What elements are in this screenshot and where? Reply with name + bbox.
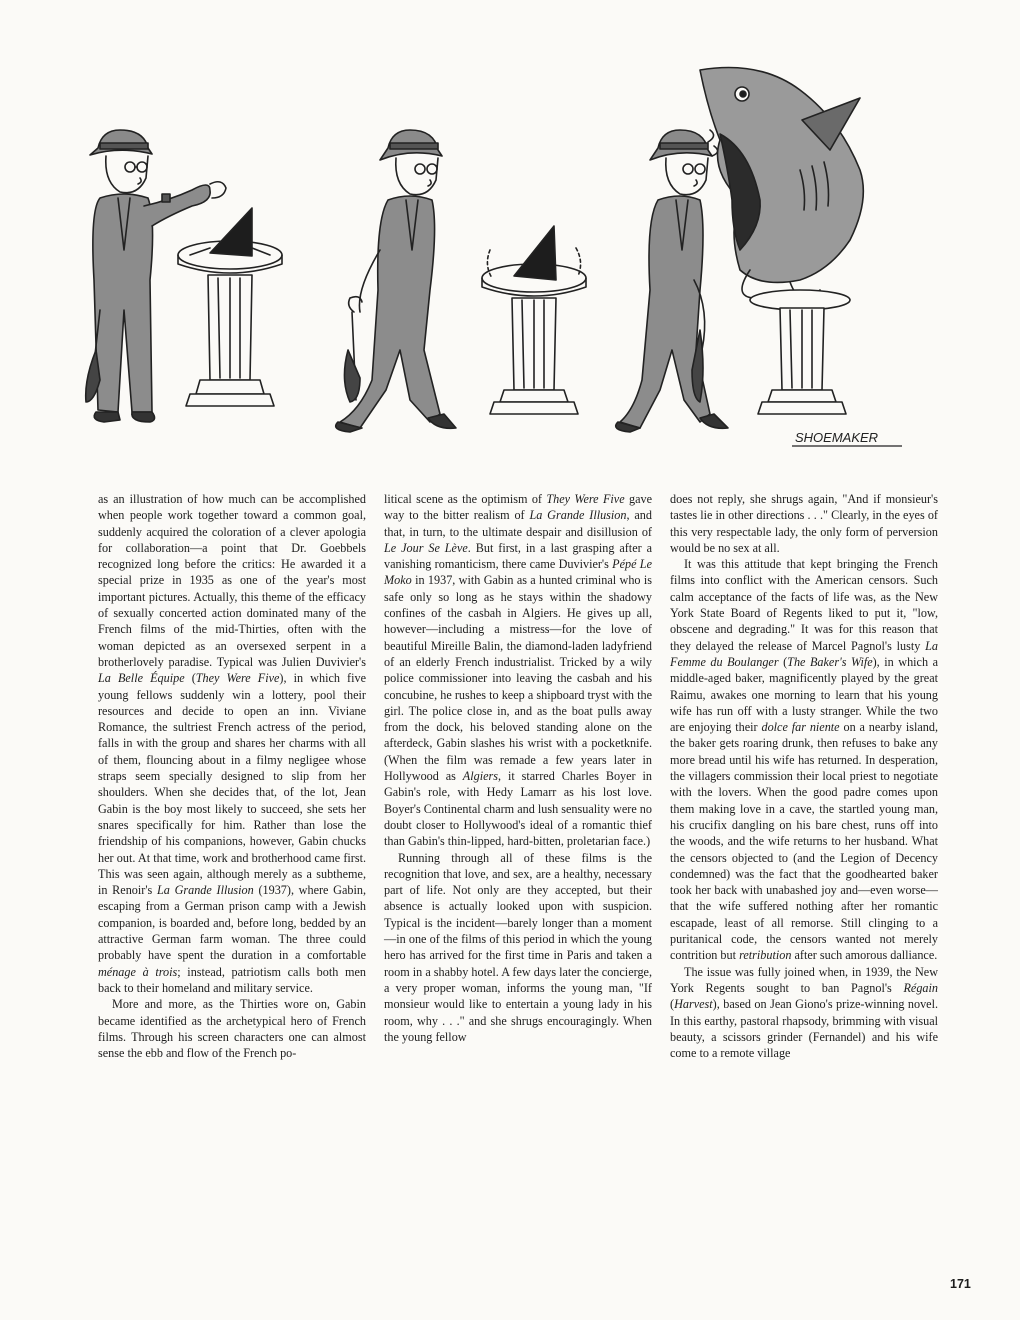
article-body xyxy=(98,491,938,1291)
italic-text: retribution xyxy=(739,948,792,963)
italic-text: La Grande Illusion xyxy=(157,883,254,898)
page-number: 171 xyxy=(950,1277,971,1291)
text-run: after such amorous dalliance. xyxy=(791,948,938,963)
text-run: in 1937, with Gabin as a hunted criminal who is safe only so long as he stays within the shadowy confines of the casbah in Algiers. He gives up all, however—including a mistress—for the love of beautiful Mireille Balin, the diamond-laden ladyfriend of an elderly French industrialist. Tricked by a wily police commissioner into leaving the casbah and his concubine, he rushes to keep a shipboard tryst with the girl. The police close in, and as the boat pulls away from the dock, his beloved standing alone on the afterdeck, Gabin slashes his wrist with a pocketknife. (When the film was remade a few years later in Hollywood as xyxy=(384,573,652,784)
italic-text: Régain xyxy=(903,980,938,995)
text-run: does not reply, she shrugs again, "And if monsieur's tastes lie in other directions . . ." Clearly, in the eyes of this very respectable lady, the only form of perversion would be no sex at all. xyxy=(670,492,938,555)
paragraph xyxy=(670,556,938,963)
text-run: The issue was fully joined when, in 1939, the New York Regents sought to ban Pagnol's xyxy=(670,964,938,995)
italic-text: La Femme du Boulanger xyxy=(670,638,938,669)
text-run: , it starred Charles Boyer in Gabin's role, with Hedy Lamarr as his lost love. Boyer's Continental charm and lush sensuality were no doubt closer to Hollywood's ideal of a romantic thief than Gabin's thin-lipped, hard-bitten, proletarian face.) xyxy=(384,769,652,849)
cartoon-drawing xyxy=(60,50,960,470)
text-run: ), in which five young fellows suddenly win a lottery, pool their resources and decide to open an inn. Viviane Romance, the sultriest French actress of the period, falls in with the group and shares her charms with all of them, flouncing about in a filmy negligee whose straps seem specially designed to slip from her shoulders. When she decides that, of the lot, Jean Gabin is the boy most likely to succeed, she sets her snares specifically for him. Rather than lose the friendship of his companions, however, Gabin chucks her out. At that time, work and brotherhood came first. This was seen again, although merely as a subtheme, in Renoir's xyxy=(98,671,366,898)
text-run: ), in which a middle-aged baker, magnificently played by the great Raimu, awakes one morning to learn that his young wife has run off with a lusty stranger. While the two are enjoying their xyxy=(670,654,938,735)
text-run: ( xyxy=(184,671,196,686)
text-run: on a nearby island, the baker gets roaring drunk, then refuses to bake any more bread until his wife has returned. In desperation, the villagers commission their local priest to negotiate with the lovers. When the good padre comes upon them making love in a cave, the startled young man, his crucifix dangling on his bare chest, runs off into the woods, and the wife returns to her husband. What the censors objected to (and the Legion of Decency condemned) was the fact that the goodhearted baker took her back with unabashed joy and—even worse—that the wife suffered nothing after her romantic escapade, least of all remorse. Still clinging to a puritanical code, the censors wanted not merely contrition but xyxy=(670,720,938,963)
cartoon-illustration xyxy=(60,50,960,470)
text-run: . But first, in a last grasping after a vanishing romanticism, there came Duvivier's xyxy=(384,540,652,572)
text-run: gave way to the bitter realism of xyxy=(384,492,652,523)
text-run: as an illustration of how much can be accomplished when people work together toward a common goal, suddenly acquired the coloration of a clever apologia for collaboration—a point that Dr. Goebbels recognized long before the critics: He awarded it a special prize in 1935 as one of the year's most important pictures. Actually, this theme of the efficacy of sexually concerted action dominated many of the French films of the mid-Thirties, often with the woman depicted as an oversexed serpent in a brotherlovely paradise. Typical was Julien Duvivier's xyxy=(98,492,366,669)
paragraph xyxy=(98,996,366,1061)
text-run: litical scene as the optimism of xyxy=(384,492,547,506)
italic-text: They Were Five xyxy=(546,492,625,506)
italic-text: dolce far niente xyxy=(761,720,840,735)
italic-text: Harvest xyxy=(674,997,713,1012)
text-column-1 xyxy=(98,491,366,1061)
paragraph xyxy=(384,491,652,850)
italic-text: La Grande Illusion xyxy=(529,508,627,523)
text-run: ( xyxy=(778,654,788,669)
paragraph xyxy=(670,491,938,556)
paragraph xyxy=(98,491,366,996)
italic-text: Le Jour Se Lève xyxy=(384,540,468,555)
italic-text: Pépé Le Moko xyxy=(384,557,652,588)
panel-2-man-walking xyxy=(336,130,586,432)
italic-text: The Baker's Wife xyxy=(787,654,873,669)
text-run: It was this attitude that kept bringing the French films into conflict with the American censors. Such calm acceptance of the facts of life was, as the New York State Board of Regents liked to put it, "low, obscene and degrading." It was for this reason that they delayed the release of Marcel Pagnol's lusty xyxy=(670,557,938,653)
italic-text: They Were Five xyxy=(195,671,280,686)
text-run: Running through all of these films is the recognition that love, and sex, are a healthy, necessary part of life. Not only are they accepted, but their absence is actually looked upon with suspicion. Typical is the incident—barely longer than a moment—in one of the films of this period in which the young hero has arrived for the first time in Paris and taken a room in a shabby hotel. A few days later the concierge, a very proper woman, informs the young man, "If monsieur would like to entertain a young lady in his room, why . . ." and she shrugs encouragingly. When the young fellow xyxy=(384,850,652,1044)
text-run: (1937), where Gabin, escaping from a German prison camp with a Jewish companion, is boarded and, before long, bedded by an attractive German farm woman. The three could probably have spent the duration in a comfortable xyxy=(98,883,366,963)
text-column-3 xyxy=(670,491,938,1061)
paragraph xyxy=(384,850,652,1046)
text-run: ), based on Jean Giono's prize-winning novel. In this earthy, pastoral rhapsody, brimming with visual beauty, a scissors grinder (Fernandel) and his wife come to a remote village xyxy=(670,997,938,1061)
panel-1-man-checking-watch xyxy=(86,130,282,422)
panel-3-shark-on-pedestal xyxy=(616,68,864,433)
text-run: ( xyxy=(670,997,675,1012)
text-column-2 xyxy=(384,491,652,1045)
artist-signature: SHOEMAKER xyxy=(795,430,879,445)
text-run: ; instead, patriotism calls both men back to their homeland and military service. xyxy=(98,964,366,995)
italic-text: Algiers xyxy=(462,769,499,784)
text-run: More and more, as the Thirties wore on, Gabin became identified as the archetypical hero of French films. Through his screen characters one can almost sense the ebb and flow of the French po- xyxy=(98,997,366,1061)
italic-text: La Belle Équipe xyxy=(98,671,185,686)
paragraph xyxy=(670,964,938,1062)
italic-text: ménage à trois xyxy=(98,964,178,979)
text-run: , and that, in turn, to the ultimate despair and disillusion of xyxy=(384,508,652,539)
